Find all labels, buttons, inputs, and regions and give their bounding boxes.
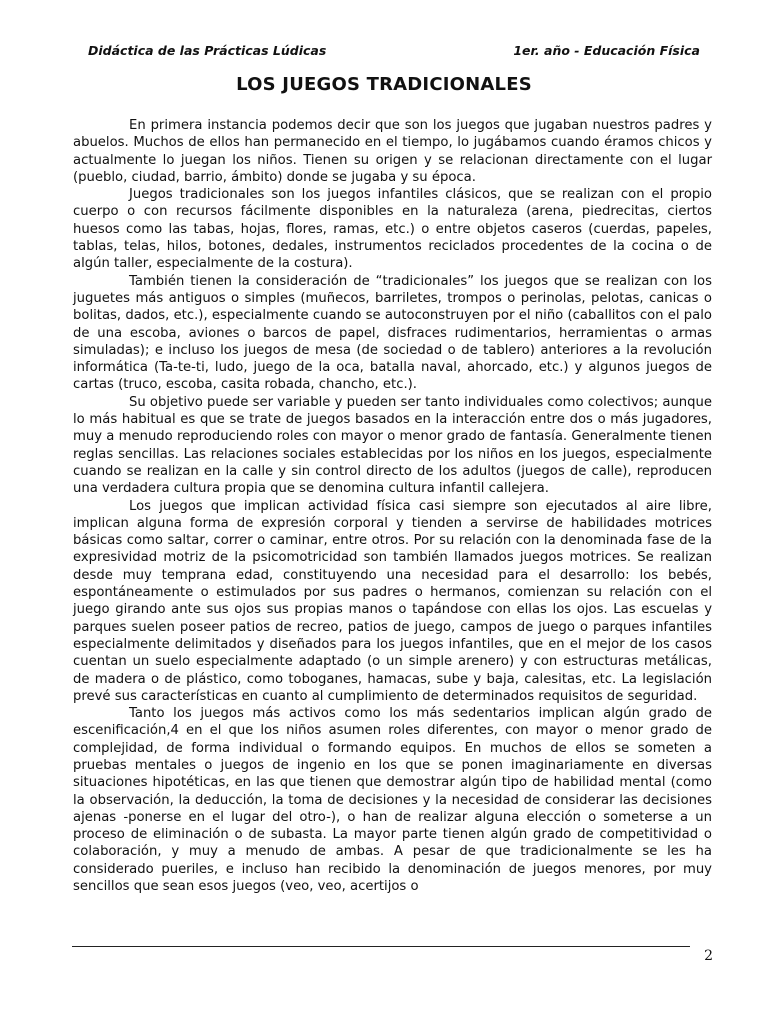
header-course-year: 1er. año - Educación Física xyxy=(513,42,700,58)
paragraph-3: También tienen la consideración de “tradicionales” los juegos que se realizan con los juguetes más antiguos o simples (muñecos, barriletes, trompos o perinolas, pelotas, canicas o bolitas, dados, etc.), especialmente cuando se autoconstruyen por el niño (caballitos con el palo de una escoba, aviones o barcos de papel, disfraces rudimentarios, herramientas o armas simuladas); e incluso los juegos de mesa (de sociedad o de tablero) anteriores a la revolución informática (Ta-te-ti, ludo, juego de la oca, batalla naval, ahorcado, etc.) y algunos juegos de cartas (truco, escoba, casita robada, chancho, etc.). xyxy=(73,273,712,393)
running-header xyxy=(88,40,700,60)
paragraph-2: Juegos tradicionales son los juegos infantiles clásicos, que se realizan con el propio cuerpo o con recursos fácilmente disponibles en la naturaleza (arena, piedrecitas, ciertos huesos como las tabas, hojas, flores, ramas, etc.) o entre objetos caseros (cuerdas, papeles, tablas, telas, hilos, botones, dedales, instrumentos reciclados procedentes de la cocina o de algún taller, especialmente de la costura). xyxy=(73,187,712,272)
paragraph-1: En primera instancia podemos decir que son los juegos que jugaban nuestros padres y abuelos. Muchos de ellos han permanecido en el tiempo, lo jugábamos cuando éramos chicos y actualmente lo juegan los niños. Tienen su origen y se relacionan directamente con el lugar (pueblo, ciudad, barrio, ámbito) donde se jugaba y su época. xyxy=(73,118,712,185)
body-text xyxy=(73,117,712,895)
header-course-title: Didáctica de las Prácticas Lúdicas xyxy=(88,42,327,58)
page-number: 2 xyxy=(704,948,713,964)
paragraph-4: Su objetivo puede ser variable y pueden ser tanto individuales como colectivos; aunque lo más habitual es que se trate de juegos basados en la interacción entre dos o más jugadores, muy a menudo reproduciendo roles con mayor o menor grado de fantasía. Generalmente tienen reglas sencillas. Las relaciones sociales establecidas por los niños en los juegos, especialmente cuando se realizan en la calle y sin control directo de los adultos (juegos de calle), reproducen una verdadera cultura propia que se denomina cultura infantil callejera. xyxy=(73,394,712,497)
footer-divider xyxy=(72,946,690,947)
page-title: LOS JUEGOS TRADICIONALES xyxy=(236,74,532,95)
paragraph-5: Los juegos que implican actividad física casi siempre son ejecutados al aire libre, implican alguna forma de expresión corporal y tienden a servirse de habilidades motrices básicas como saltar, correr o caminar, entre otros. Por su relación con la denominada fase de la expresividad motriz de la psicomotricidad son también llamados juegos motrices. Se realizan desde muy temprana edad, constituyendo una necesidad para el desarrollo: los bebés, espontáneamente o estimulados por sus padres o hermanos, comienzan su relación con el juego girando ante sus ojos sus propias manos o tapándose con ellas los ojos. Las escuelas y parques suelen poseer patios de recreo, patios de juego, campos de juego o parques infantiles especialmente delimitados y diseñados para los juegos infantiles, que en el mejor de los casos cuentan un suelo especialmente adaptado (o un simple arenero) y con estructuras metálicas, de madera o de plástico, como toboganes, hamacas, sube y baja, calesitas, etc. La legislación prevé sus características en cuanto al cumplimiento de determinados requisitos de seguridad. xyxy=(73,498,712,704)
paragraph-6: Tanto los juegos más activos como los más sedentarios implican algún grado de escenificación,4 en el que los niños asumen roles diferentes, con mayor o menor grado de complejidad, de forma individual o formando equipos. En muchos de ellos se someten a pruebas mentales o juegos de ingenio en los que se ponen imaginariamente en diversas situaciones hipotéticas, en las que tienen que demostrar algún tipo de habilidad mental (como la observación, la deducción, la toma de decisiones y la necesidad de considerar las decisiones ajenas -ponerse en el lugar del otro-), o han de realizar alguna elección o someterse a un proceso de eliminación o de subasta. La mayor parte tienen algún grado de competitividad o colaboración, y muy a menudo de ambas. A pesar de que tradicionalmente se les ha considerado pueriles, e incluso han recibido la denominación de juegos menores, por muy sencillos que sean esos juegos (veo, veo, acertijos o xyxy=(73,706,712,895)
